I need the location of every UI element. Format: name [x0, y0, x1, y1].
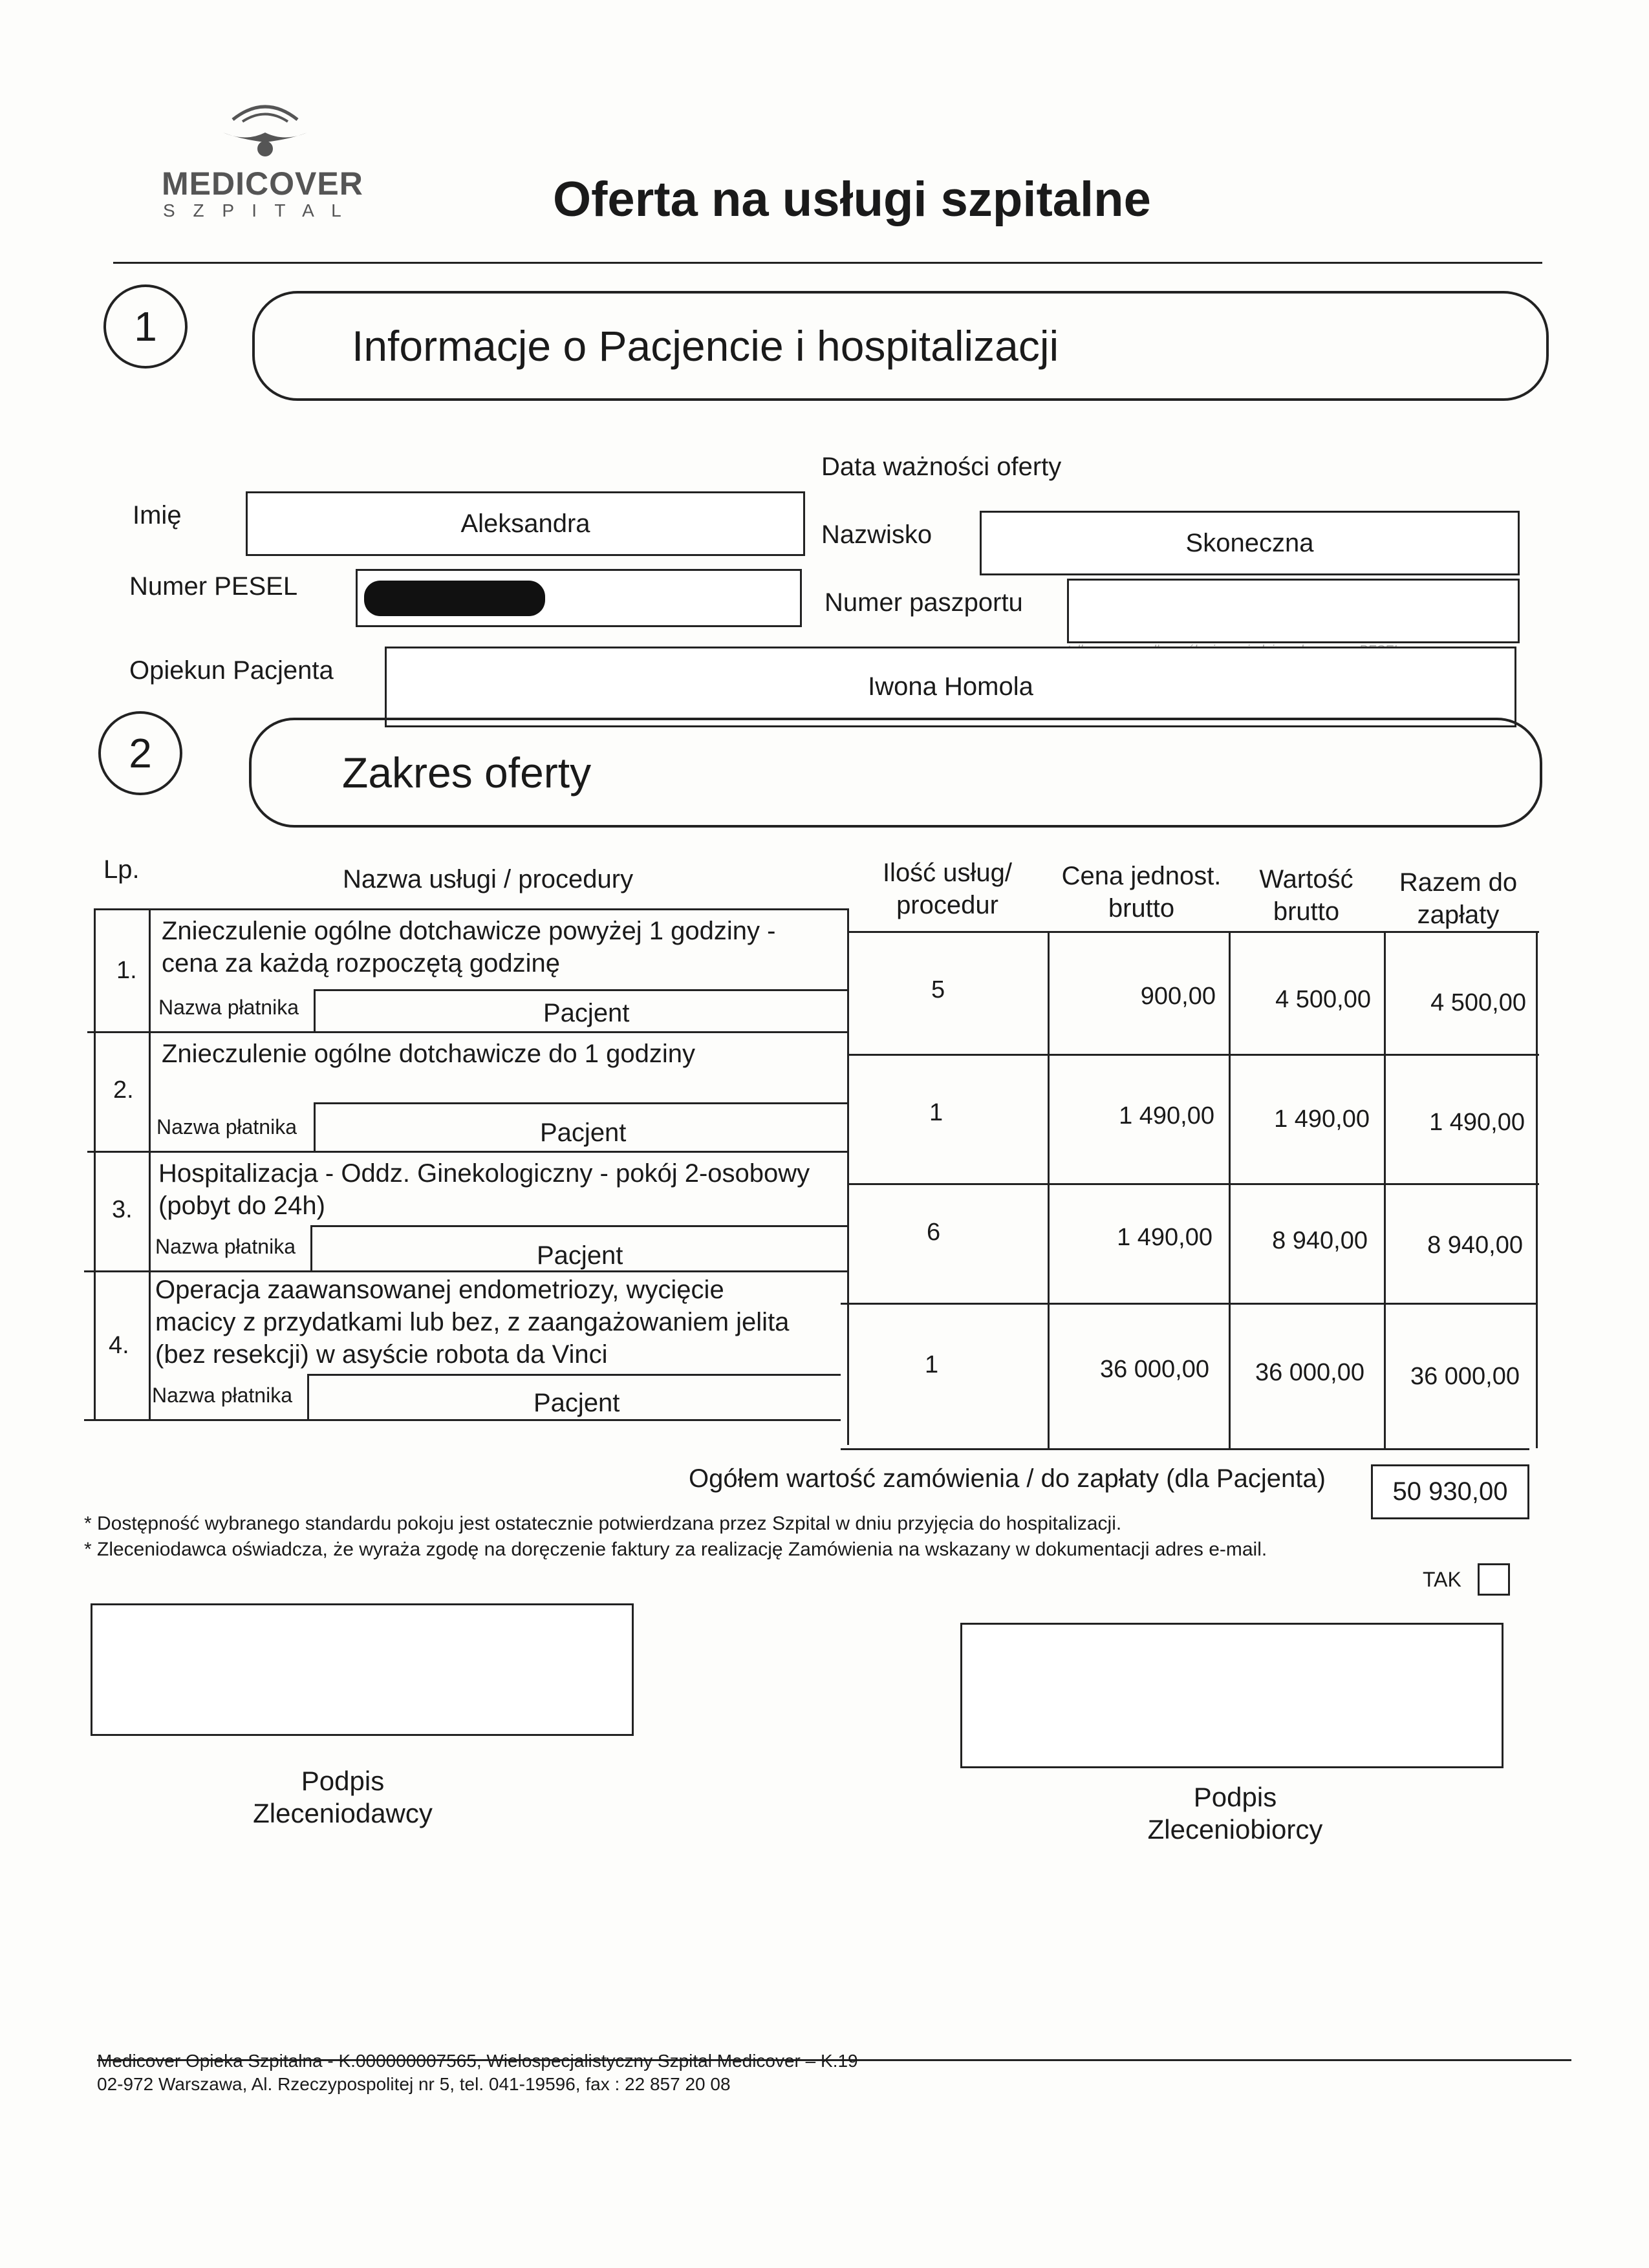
- payer-value: Pacjent: [534, 1389, 620, 1417]
- summary-label: Ogółem wartość zamówienia / do zapłaty (dla Pacjenta): [689, 1464, 1326, 1493]
- payer-value: Pacjent: [543, 999, 630, 1027]
- footer-text: Medicover Opieka Szpitalna - K.000000007565, Wielospecjalistyczny Szpital Medicover – K.19 02-972 Warszawa, Al. Rzeczypospolitej nr 5, tel. 041-19596, fax : 22 857 20 08: [97, 2051, 858, 2094]
- logo: [155, 97, 369, 226]
- section-2-title: Zakres oferty: [342, 749, 592, 797]
- guardian-label: Opiekun Pacjenta: [129, 656, 334, 685]
- signature-box-provider[interactable]: [960, 1623, 1503, 1768]
- row-lp: 3.: [112, 1196, 133, 1223]
- col-header-total: Razem do zapłaty: [1399, 868, 1518, 929]
- pesel-field[interactable]: [356, 569, 802, 627]
- passport-label: Numer paszportu: [824, 588, 1023, 617]
- row-lp: 2.: [113, 1076, 134, 1104]
- section-1-number: 1: [103, 284, 188, 369]
- row-service-name: Operacja zaawansowanej endometriozy, wycięcie macicy z przydatkami lub bez, z zaangażowaniem jelita (bez resekcji) w asyście robota da Vinci: [155, 1276, 790, 1369]
- header-divider: [113, 262, 1542, 264]
- row-service-name: Znieczulenie ogólne dotchawicze do 1 godziny: [162, 1040, 695, 1068]
- tak-label: TAK: [1423, 1568, 1461, 1591]
- row-total: 4 500,00: [1430, 989, 1526, 1016]
- payer-label: Nazwa płatnika: [158, 996, 299, 1019]
- col-header-name: Nazwa usługi / procedury: [343, 865, 634, 893]
- logo-brand: MEDICOVER: [162, 166, 363, 202]
- row-lp: 1.: [116, 957, 137, 984]
- col-header-lp: Lp.: [103, 855, 140, 884]
- row-total: 1 490,00: [1429, 1109, 1525, 1136]
- row-value: 8 940,00: [1272, 1227, 1368, 1254]
- last-name-label: Nazwisko: [821, 520, 932, 549]
- signature-label-client: Podpis Zleceniodawcy: [253, 1766, 433, 1828]
- row-lp: 4.: [109, 1332, 129, 1359]
- payer-label: Nazwa płatnika: [155, 1235, 296, 1258]
- row-value: 1 490,00: [1274, 1106, 1370, 1133]
- col-header-qty: Ilość usług/ procedur: [882, 859, 1013, 919]
- col-header-value: Wartość brutto: [1259, 865, 1353, 926]
- row-qty: 1: [925, 1351, 939, 1378]
- medicover-logo-icon: [220, 97, 310, 158]
- row-total: 36 000,00: [1410, 1363, 1520, 1390]
- row-qty: 6: [927, 1219, 941, 1246]
- logo-sub: S Z P I T A L: [163, 200, 348, 220]
- section-1-header: [252, 291, 1549, 401]
- row-qty: 5: [931, 976, 945, 1003]
- section-1-title: Informacje o Pacjencie i hospitalizacji: [352, 322, 1059, 370]
- row-value: 36 000,00: [1255, 1359, 1364, 1386]
- last-name-value: Skoneczna: [1185, 528, 1314, 557]
- signature-box-client[interactable]: [91, 1603, 634, 1736]
- page-title: Oferta na usługi szpitalne: [553, 172, 1151, 227]
- payer-value: Pacjent: [537, 1241, 623, 1270]
- row-service-name: Hospitalizacja - Oddz. Ginekologiczny - pokój 2-osobowy (pobyt do 24h): [158, 1159, 810, 1220]
- row-service-name: Znieczulenie ogólne dotchawicze powyżej 1 godziny - cena za każdą rozpoczętą godzinę: [162, 917, 776, 978]
- first-name-field[interactable]: [246, 491, 805, 556]
- guardian-field[interactable]: [385, 647, 1516, 727]
- last-name-field[interactable]: [980, 511, 1520, 575]
- validity-label: Data ważności oferty: [821, 453, 1062, 481]
- payer-value: Pacjent: [540, 1118, 627, 1147]
- col-header-unit-price: Cena jednost. brutto: [1061, 862, 1222, 923]
- row-unit-price: 1 490,00: [1117, 1224, 1212, 1251]
- signature-label-provider: Podpis Zleceniobiorcy: [1147, 1782, 1323, 1845]
- summary-total-box: [1371, 1464, 1529, 1519]
- first-name-value: Aleksandra: [460, 509, 590, 538]
- guardian-value: Iwona Homola: [868, 672, 1033, 701]
- row-qty: 1: [929, 1099, 943, 1126]
- note-invoice-consent: * Zleceniodawca oświadcza, że wyraża zgodę na doręczenie faktury za realizację Zamówienia na wskazany w dokumentacji adres e-mail.: [84, 1539, 1267, 1560]
- pesel-label: Numer PESEL: [129, 572, 298, 601]
- row-value: 4 500,00: [1275, 986, 1371, 1013]
- passport-field[interactable]: [1067, 579, 1520, 643]
- row-total: 8 940,00: [1427, 1232, 1523, 1259]
- note-room-standard: * Dostępność wybranego standardu pokoju jest ostatecznie potwierdzana przez Szpital w dniu przyjęcia do hospitalizacji.: [84, 1513, 1122, 1534]
- payer-label: Nazwa płatnika: [152, 1384, 292, 1407]
- payer-label: Nazwa płatnika: [156, 1115, 297, 1139]
- section-2-number: 2: [98, 711, 182, 795]
- section-2-header: [249, 718, 1542, 828]
- tak-checkbox[interactable]: [1478, 1563, 1510, 1596]
- summary-total-value: 50 930,00: [1392, 1477, 1508, 1506]
- row-unit-price: 36 000,00: [1099, 1356, 1209, 1383]
- redacted-pesel: [364, 581, 545, 616]
- row-unit-price: 1 490,00: [1119, 1102, 1214, 1129]
- first-name-label: Imię: [133, 501, 182, 530]
- row-unit-price: 900,00: [1140, 983, 1216, 1010]
